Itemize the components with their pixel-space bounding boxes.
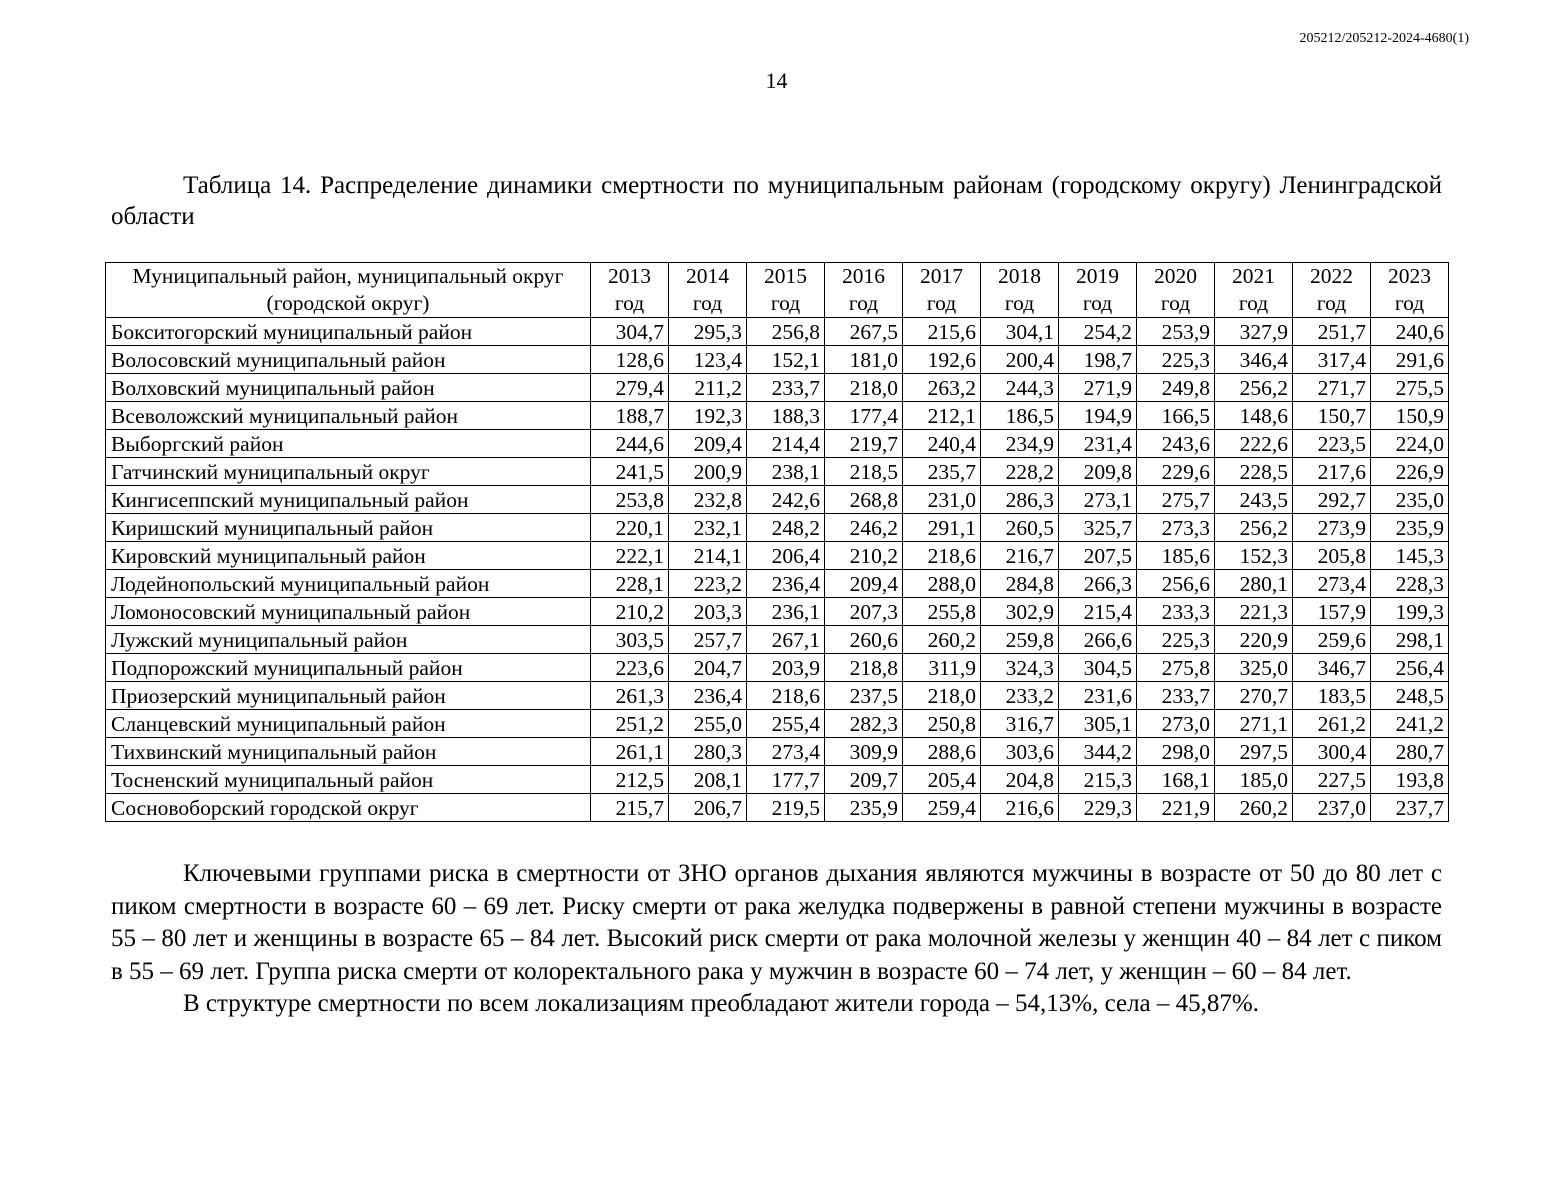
rate-cell: 275,7 bbox=[1137, 486, 1215, 514]
rate-cell: 208,1 bbox=[669, 766, 747, 794]
rate-cell: 219,5 bbox=[747, 794, 825, 822]
table-row bbox=[106, 570, 1449, 598]
rate-cell: 225,3 bbox=[1137, 626, 1215, 654]
header-year-2013 bbox=[591, 263, 669, 318]
rate-cell: 218,5 bbox=[825, 458, 903, 486]
rate-cell: 209,4 bbox=[825, 570, 903, 598]
rate-cell: 157,9 bbox=[1293, 598, 1371, 626]
rate-cell: 222,6 bbox=[1215, 430, 1293, 458]
rate-cell: 273,1 bbox=[1059, 486, 1137, 514]
rate-cell: 150,9 bbox=[1371, 402, 1449, 430]
rate-cell: 236,1 bbox=[747, 598, 825, 626]
rate-cell: 233,7 bbox=[1137, 682, 1215, 710]
rate-cell: 263,2 bbox=[903, 374, 981, 402]
district-name: Приозерский муниципальный район bbox=[106, 682, 591, 710]
rate-cell: 218,0 bbox=[903, 682, 981, 710]
rate-cell: 207,5 bbox=[1059, 542, 1137, 570]
district-name: Кингисеппский муниципальный район bbox=[106, 486, 591, 514]
table-row bbox=[106, 318, 1449, 346]
rate-cell: 324,3 bbox=[981, 654, 1059, 682]
header-year-suffix: год bbox=[1082, 291, 1113, 315]
rate-cell: 273,3 bbox=[1137, 514, 1215, 542]
rate-cell: 259,6 bbox=[1293, 626, 1371, 654]
header-year-value: 2015 bbox=[764, 264, 807, 288]
rate-cell: 218,8 bbox=[825, 654, 903, 682]
rate-cell: 325,7 bbox=[1059, 514, 1137, 542]
rate-cell: 235,9 bbox=[825, 794, 903, 822]
rate-cell: 218,6 bbox=[747, 682, 825, 710]
rate-cell: 291,6 bbox=[1371, 346, 1449, 374]
rate-cell: 286,3 bbox=[981, 486, 1059, 514]
rate-cell: 267,5 bbox=[825, 318, 903, 346]
rate-cell: 304,5 bbox=[1059, 654, 1137, 682]
table-caption: Таблица 14. Распределение динамики смертности по муниципальным районам (городскому округу) Ленинградской области bbox=[111, 172, 1442, 230]
rate-cell: 231,0 bbox=[903, 486, 981, 514]
header-year-value: 2013 bbox=[608, 264, 651, 288]
rate-cell: 256,2 bbox=[1215, 374, 1293, 402]
rate-cell: 177,4 bbox=[825, 402, 903, 430]
header-year-2015 bbox=[747, 263, 825, 318]
rate-cell: 235,0 bbox=[1371, 486, 1449, 514]
rate-cell: 256,8 bbox=[747, 318, 825, 346]
table-row bbox=[106, 598, 1449, 626]
rate-cell: 273,4 bbox=[747, 738, 825, 766]
rate-cell: 148,6 bbox=[1215, 402, 1293, 430]
rate-cell: 346,4 bbox=[1215, 346, 1293, 374]
rate-cell: 216,7 bbox=[981, 542, 1059, 570]
district-name: Сосновоборский городской округ bbox=[106, 794, 591, 822]
rate-cell: 251,2 bbox=[591, 710, 669, 738]
rate-cell: 204,8 bbox=[981, 766, 1059, 794]
rate-cell: 268,8 bbox=[825, 486, 903, 514]
rate-cell: 233,2 bbox=[981, 682, 1059, 710]
rate-cell: 244,3 bbox=[981, 374, 1059, 402]
rate-cell: 246,2 bbox=[825, 514, 903, 542]
rate-cell: 185,0 bbox=[1215, 766, 1293, 794]
rate-cell: 256,6 bbox=[1137, 570, 1215, 598]
rate-cell: 255,8 bbox=[903, 598, 981, 626]
rate-cell: 228,1 bbox=[591, 570, 669, 598]
rate-cell: 209,8 bbox=[1059, 458, 1137, 486]
rate-cell: 236,4 bbox=[669, 682, 747, 710]
district-name: Волховский муниципальный район bbox=[106, 374, 591, 402]
rate-cell: 260,2 bbox=[1215, 794, 1293, 822]
rate-cell: 288,6 bbox=[903, 738, 981, 766]
rate-cell: 221,9 bbox=[1137, 794, 1215, 822]
header-year-suffix: год bbox=[770, 291, 801, 315]
rate-cell: 300,4 bbox=[1293, 738, 1371, 766]
header-year-value: 2018 bbox=[998, 264, 1041, 288]
page-number: 14 bbox=[765, 68, 788, 93]
district-name: Бокситогорский муниципальный район bbox=[106, 318, 591, 346]
rate-cell: 325,0 bbox=[1215, 654, 1293, 682]
rate-cell: 303,5 bbox=[591, 626, 669, 654]
rate-cell: 244,6 bbox=[591, 430, 669, 458]
rate-cell: 210,2 bbox=[825, 542, 903, 570]
table-row bbox=[106, 486, 1449, 514]
district-name: Тихвинский муниципальный район bbox=[106, 738, 591, 766]
rate-cell: 271,7 bbox=[1293, 374, 1371, 402]
rate-cell: 309,9 bbox=[825, 738, 903, 766]
rate-cell: 188,7 bbox=[591, 402, 669, 430]
rate-cell: 237,7 bbox=[1371, 794, 1449, 822]
rate-cell: 209,7 bbox=[825, 766, 903, 794]
rate-cell: 284,8 bbox=[981, 570, 1059, 598]
rate-cell: 227,5 bbox=[1293, 766, 1371, 794]
rate-cell: 231,4 bbox=[1059, 430, 1137, 458]
rate-cell: 200,4 bbox=[981, 346, 1059, 374]
header-year-suffix: год bbox=[614, 291, 645, 315]
table-row bbox=[106, 738, 1449, 766]
rate-cell: 188,3 bbox=[747, 402, 825, 430]
rate-cell: 205,8 bbox=[1293, 542, 1371, 570]
header-district bbox=[106, 263, 591, 318]
rate-cell: 256,4 bbox=[1371, 654, 1449, 682]
rate-cell: 256,2 bbox=[1215, 514, 1293, 542]
rate-cell: 224,0 bbox=[1371, 430, 1449, 458]
rate-cell: 212,1 bbox=[903, 402, 981, 430]
rate-cell: 346,7 bbox=[1293, 654, 1371, 682]
header-district-line1: Муниципальный район, муниципальный округ bbox=[132, 264, 564, 288]
rate-cell: 214,4 bbox=[747, 430, 825, 458]
district-name: Тосненский муниципальный район bbox=[106, 766, 591, 794]
rate-cell: 257,7 bbox=[669, 626, 747, 654]
rate-cell: 302,9 bbox=[981, 598, 1059, 626]
district-name: Всеволожский муниципальный район bbox=[106, 402, 591, 430]
rate-cell: 231,6 bbox=[1059, 682, 1137, 710]
rate-cell: 316,7 bbox=[981, 710, 1059, 738]
rate-cell: 233,3 bbox=[1137, 598, 1215, 626]
rate-cell: 145,3 bbox=[1371, 542, 1449, 570]
header-year-2017 bbox=[903, 263, 981, 318]
rate-cell: 192,6 bbox=[903, 346, 981, 374]
district-name: Кировский муниципальный район bbox=[106, 542, 591, 570]
rate-cell: 295,3 bbox=[669, 318, 747, 346]
rate-cell: 248,5 bbox=[1371, 682, 1449, 710]
rate-cell: 186,5 bbox=[981, 402, 1059, 430]
table-row bbox=[106, 766, 1449, 794]
rate-cell: 236,4 bbox=[747, 570, 825, 598]
rate-cell: 232,1 bbox=[669, 514, 747, 542]
table-row bbox=[106, 430, 1449, 458]
table-row bbox=[106, 794, 1449, 822]
table-row bbox=[106, 542, 1449, 570]
table-row bbox=[106, 374, 1449, 402]
rate-cell: 255,4 bbox=[747, 710, 825, 738]
rate-cell: 218,0 bbox=[825, 374, 903, 402]
header-year-value: 2023 bbox=[1388, 264, 1431, 288]
rate-cell: 152,1 bbox=[747, 346, 825, 374]
district-name: Сланцевский муниципальный район bbox=[106, 710, 591, 738]
header-year-value: 2014 bbox=[686, 264, 729, 288]
table-row bbox=[106, 710, 1449, 738]
rate-cell: 220,9 bbox=[1215, 626, 1293, 654]
rate-cell: 267,1 bbox=[747, 626, 825, 654]
table-header-row bbox=[106, 263, 1449, 318]
rate-cell: 260,2 bbox=[903, 626, 981, 654]
rate-cell: 212,5 bbox=[591, 766, 669, 794]
district-name: Лодейнопольский муниципальный район bbox=[106, 570, 591, 598]
rate-cell: 181,0 bbox=[825, 346, 903, 374]
rate-cell: 282,3 bbox=[825, 710, 903, 738]
rate-cell: 260,6 bbox=[825, 626, 903, 654]
rate-cell: 206,7 bbox=[669, 794, 747, 822]
header-year-value: 2020 bbox=[1154, 264, 1197, 288]
rate-cell: 215,7 bbox=[591, 794, 669, 822]
rate-cell: 225,3 bbox=[1137, 346, 1215, 374]
rate-cell: 311,9 bbox=[903, 654, 981, 682]
rate-cell: 217,6 bbox=[1293, 458, 1371, 486]
rate-cell: 254,2 bbox=[1059, 318, 1137, 346]
district-name: Ломоносовский муниципальный район bbox=[106, 598, 591, 626]
rate-cell: 273,4 bbox=[1293, 570, 1371, 598]
rate-cell: 229,6 bbox=[1137, 458, 1215, 486]
rate-cell: 237,5 bbox=[825, 682, 903, 710]
rate-cell: 228,5 bbox=[1215, 458, 1293, 486]
rate-cell: 255,0 bbox=[669, 710, 747, 738]
rate-cell: 305,1 bbox=[1059, 710, 1137, 738]
rate-cell: 193,8 bbox=[1371, 766, 1449, 794]
rate-cell: 298,0 bbox=[1137, 738, 1215, 766]
document-id: 205212/205212-2024-4680(1) bbox=[1299, 31, 1469, 46]
rate-cell: 235,9 bbox=[1371, 514, 1449, 542]
header-year-suffix: год bbox=[692, 291, 723, 315]
rate-cell: 241,2 bbox=[1371, 710, 1449, 738]
rate-cell: 222,1 bbox=[591, 542, 669, 570]
district-name: Волосовский муниципальный район bbox=[106, 346, 591, 374]
rate-cell: 232,8 bbox=[669, 486, 747, 514]
rate-cell: 198,7 bbox=[1059, 346, 1137, 374]
rate-cell: 298,1 bbox=[1371, 626, 1449, 654]
body-text bbox=[111, 858, 1442, 1021]
rate-cell: 168,1 bbox=[1137, 766, 1215, 794]
rate-cell: 251,7 bbox=[1293, 318, 1371, 346]
rate-cell: 199,3 bbox=[1371, 598, 1449, 626]
header-year-value: 2022 bbox=[1310, 264, 1353, 288]
rate-cell: 226,9 bbox=[1371, 458, 1449, 486]
rate-cell: 275,5 bbox=[1371, 374, 1449, 402]
district-name: Лужский муниципальный район bbox=[106, 626, 591, 654]
rate-cell: 270,7 bbox=[1215, 682, 1293, 710]
rate-cell: 249,8 bbox=[1137, 374, 1215, 402]
rate-cell: 200,9 bbox=[669, 458, 747, 486]
rate-cell: 243,5 bbox=[1215, 486, 1293, 514]
rate-cell: 219,7 bbox=[825, 430, 903, 458]
rate-cell: 194,9 bbox=[1059, 402, 1137, 430]
rate-cell: 215,3 bbox=[1059, 766, 1137, 794]
rate-cell: 266,6 bbox=[1059, 626, 1137, 654]
rate-cell: 211,2 bbox=[669, 374, 747, 402]
rate-cell: 240,4 bbox=[903, 430, 981, 458]
rate-cell: 192,3 bbox=[669, 402, 747, 430]
header-year-value: 2019 bbox=[1076, 264, 1119, 288]
table-row bbox=[106, 402, 1449, 430]
rate-cell: 215,4 bbox=[1059, 598, 1137, 626]
district-name: Выборгский район bbox=[106, 430, 591, 458]
rate-cell: 317,4 bbox=[1293, 346, 1371, 374]
rate-cell: 259,8 bbox=[981, 626, 1059, 654]
rate-cell: 271,1 bbox=[1215, 710, 1293, 738]
header-year-value: 2016 bbox=[842, 264, 885, 288]
rate-cell: 223,5 bbox=[1293, 430, 1371, 458]
rate-cell: 248,2 bbox=[747, 514, 825, 542]
district-name: Киришский муниципальный район bbox=[106, 514, 591, 542]
mortality-table bbox=[105, 262, 1449, 822]
rate-cell: 241,5 bbox=[591, 458, 669, 486]
rate-cell: 210,2 bbox=[591, 598, 669, 626]
rate-cell: 152,3 bbox=[1215, 542, 1293, 570]
rate-cell: 242,6 bbox=[747, 486, 825, 514]
header-year-suffix: год bbox=[1160, 291, 1191, 315]
header-year-2018 bbox=[981, 263, 1059, 318]
header-year-value: 2017 bbox=[920, 264, 963, 288]
rate-cell: 209,4 bbox=[669, 430, 747, 458]
rate-cell: 253,9 bbox=[1137, 318, 1215, 346]
rate-cell: 220,1 bbox=[591, 514, 669, 542]
header-year-2021 bbox=[1215, 263, 1293, 318]
rate-cell: 221,3 bbox=[1215, 598, 1293, 626]
header-year-value: 2021 bbox=[1232, 264, 1275, 288]
rate-cell: 304,1 bbox=[981, 318, 1059, 346]
rate-cell: 204,7 bbox=[669, 654, 747, 682]
rate-cell: 327,9 bbox=[1215, 318, 1293, 346]
rate-cell: 203,9 bbox=[747, 654, 825, 682]
paragraph: В структуре смертности по всем локализациям преобладают жители города – 54,13%, села – 45,87%. bbox=[183, 990, 1259, 1017]
header-year-2023 bbox=[1371, 263, 1449, 318]
rate-cell: 250,8 bbox=[903, 710, 981, 738]
rate-cell: 185,6 bbox=[1137, 542, 1215, 570]
table-row bbox=[106, 346, 1449, 374]
rate-cell: 304,7 bbox=[591, 318, 669, 346]
header-year-suffix: год bbox=[926, 291, 957, 315]
rate-cell: 228,2 bbox=[981, 458, 1059, 486]
header-year-suffix: год bbox=[1238, 291, 1269, 315]
rate-cell: 235,7 bbox=[903, 458, 981, 486]
district-name: Подпорожский муниципальный район bbox=[106, 654, 591, 682]
rate-cell: 206,4 bbox=[747, 542, 825, 570]
rate-cell: 288,0 bbox=[903, 570, 981, 598]
rate-cell: 261,2 bbox=[1293, 710, 1371, 738]
rate-cell: 275,8 bbox=[1137, 654, 1215, 682]
header-year-2022 bbox=[1293, 263, 1371, 318]
rate-cell: 228,3 bbox=[1371, 570, 1449, 598]
header-year-2014 bbox=[669, 263, 747, 318]
rate-cell: 123,4 bbox=[669, 346, 747, 374]
rate-cell: 207,3 bbox=[825, 598, 903, 626]
rate-cell: 203,3 bbox=[669, 598, 747, 626]
table-row bbox=[106, 626, 1449, 654]
table-row bbox=[106, 654, 1449, 682]
rate-cell: 233,7 bbox=[747, 374, 825, 402]
rate-cell: 215,6 bbox=[903, 318, 981, 346]
district-name: Гатчинский муниципальный округ bbox=[106, 458, 591, 486]
header-district-line2: (городской округ) bbox=[266, 291, 430, 315]
rate-cell: 214,1 bbox=[669, 542, 747, 570]
rate-cell: 259,4 bbox=[903, 794, 981, 822]
rate-cell: 177,7 bbox=[747, 766, 825, 794]
rate-cell: 261,3 bbox=[591, 682, 669, 710]
rate-cell: 205,4 bbox=[903, 766, 981, 794]
rate-cell: 260,5 bbox=[981, 514, 1059, 542]
rate-cell: 280,3 bbox=[669, 738, 747, 766]
rate-cell: 243,6 bbox=[1137, 430, 1215, 458]
rate-cell: 223,6 bbox=[591, 654, 669, 682]
table-body bbox=[106, 318, 1449, 822]
rate-cell: 344,2 bbox=[1059, 738, 1137, 766]
rate-cell: 273,0 bbox=[1137, 710, 1215, 738]
rate-cell: 234,9 bbox=[981, 430, 1059, 458]
paragraph: Ключевыми группами риска в смертности от ЗНО органов дыхания являются мужчины в возрасте от 50 до 80 лет с пиком смертности в возрасте 60 – 69 лет. Риску смерти от рака желудка подвержены в равной степени мужчины в возрасте 55 – 80 лет и женщины в возрасте 65 – 84 лет. Высокий риск смерти от рака молочной железы у женщин 40 – 84 лет с пиком в 55 – 69 лет. Группа риска смерти от колоректального рака у мужчин в возрасте 60 – 74 лет, у женщин – 60 – 84 лет. bbox=[111, 860, 1442, 985]
rate-cell: 292,7 bbox=[1293, 486, 1371, 514]
rate-cell: 266,3 bbox=[1059, 570, 1137, 598]
rate-cell: 128,6 bbox=[591, 346, 669, 374]
header-year-2019 bbox=[1059, 263, 1137, 318]
rate-cell: 150,7 bbox=[1293, 402, 1371, 430]
rate-cell: 303,6 bbox=[981, 738, 1059, 766]
rate-cell: 218,6 bbox=[903, 542, 981, 570]
rate-cell: 216,6 bbox=[981, 794, 1059, 822]
rate-cell: 291,1 bbox=[903, 514, 981, 542]
rate-cell: 279,4 bbox=[591, 374, 669, 402]
rate-cell: 237,0 bbox=[1293, 794, 1371, 822]
rate-cell: 229,3 bbox=[1059, 794, 1137, 822]
rate-cell: 273,9 bbox=[1293, 514, 1371, 542]
rate-cell: 238,1 bbox=[747, 458, 825, 486]
header-year-2020 bbox=[1137, 263, 1215, 318]
table-row bbox=[106, 458, 1449, 486]
header-year-suffix: год bbox=[848, 291, 879, 315]
rate-cell: 280,1 bbox=[1215, 570, 1293, 598]
rate-cell: 240,6 bbox=[1371, 318, 1449, 346]
table-row bbox=[106, 682, 1449, 710]
header-year-2016 bbox=[825, 263, 903, 318]
header-year-suffix: год bbox=[1316, 291, 1347, 315]
rate-cell: 271,9 bbox=[1059, 374, 1137, 402]
rate-cell: 253,8 bbox=[591, 486, 669, 514]
rate-cell: 183,5 bbox=[1293, 682, 1371, 710]
rate-cell: 297,5 bbox=[1215, 738, 1293, 766]
rate-cell: 261,1 bbox=[591, 738, 669, 766]
header-year-suffix: год bbox=[1394, 291, 1425, 315]
table-row bbox=[106, 514, 1449, 542]
rate-cell: 280,7 bbox=[1371, 738, 1449, 766]
rate-cell: 166,5 bbox=[1137, 402, 1215, 430]
header-year-suffix: год bbox=[1004, 291, 1035, 315]
rate-cell: 223,2 bbox=[669, 570, 747, 598]
